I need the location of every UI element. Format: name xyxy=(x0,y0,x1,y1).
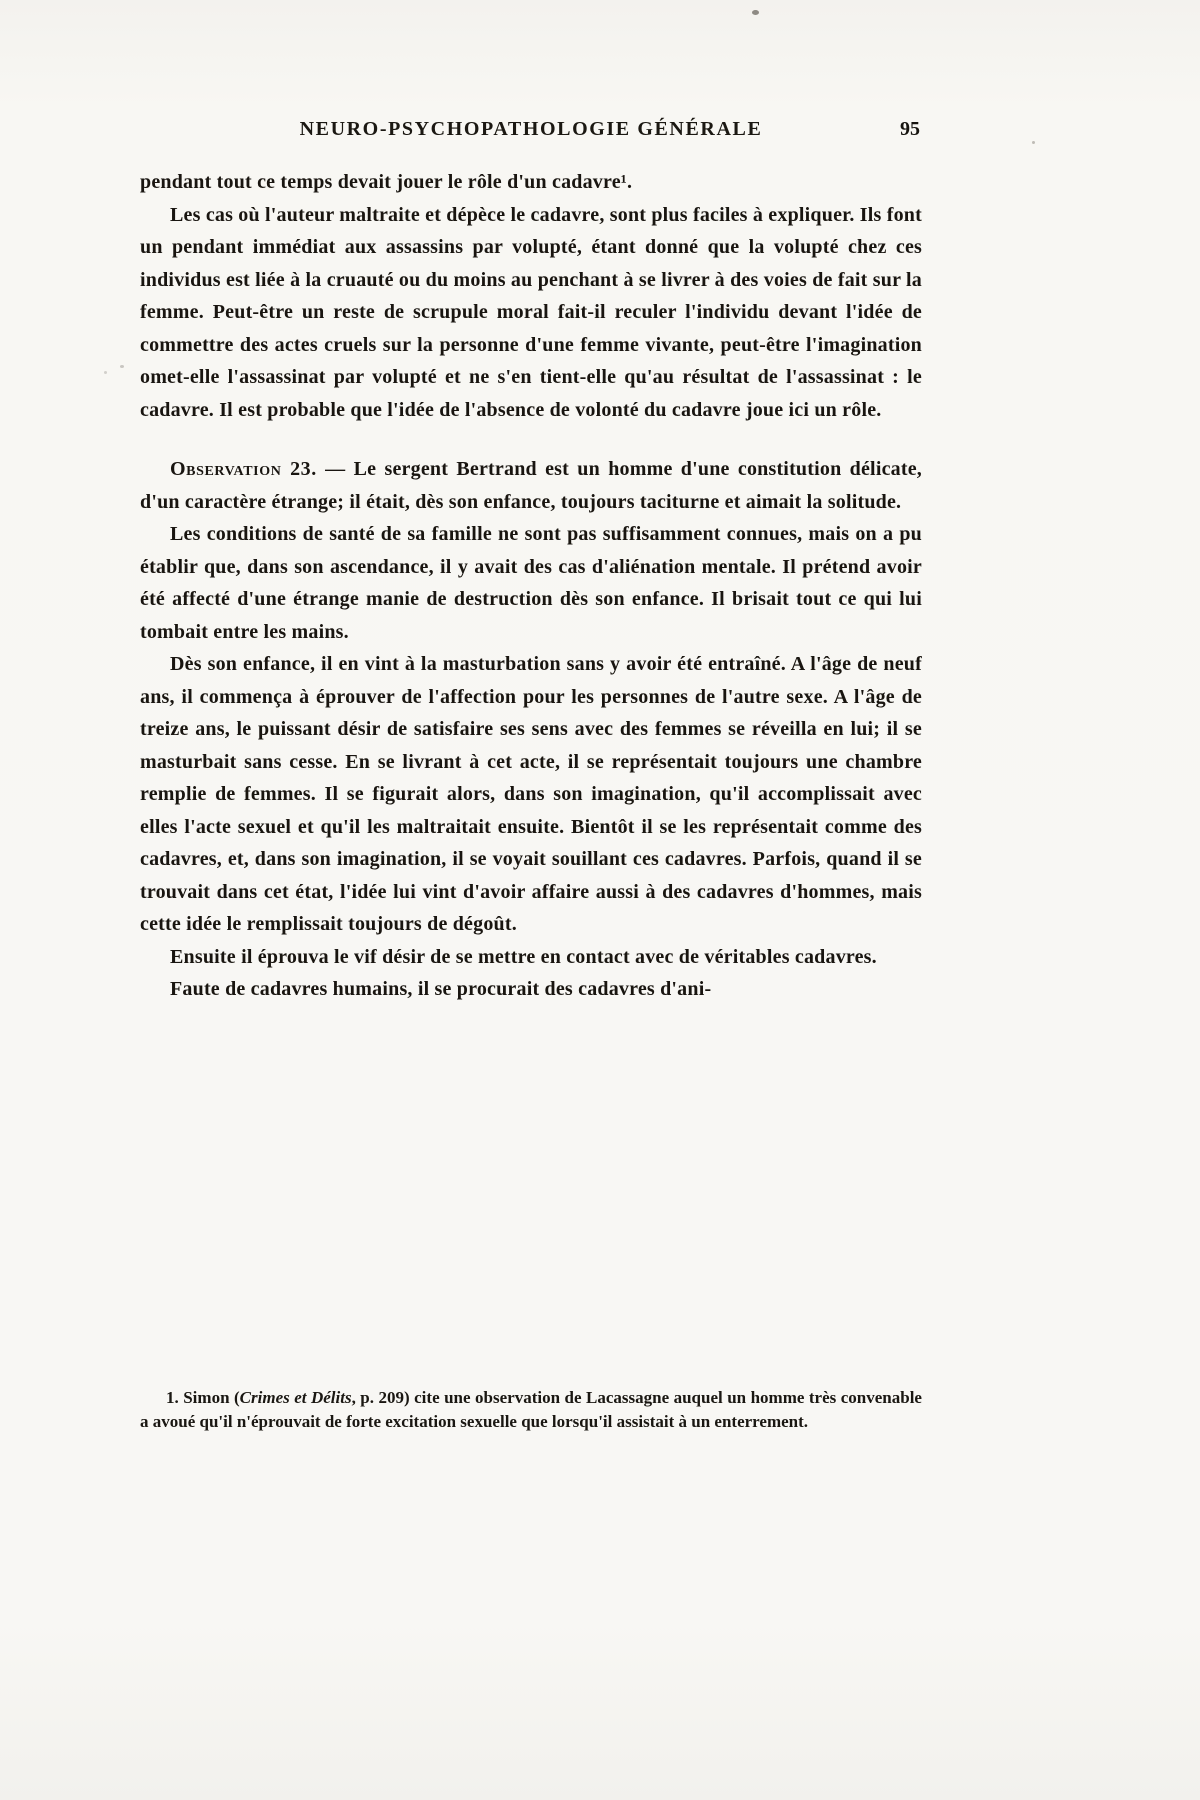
page-number: 95 xyxy=(900,118,920,140)
paragraph-cases: Les cas où l'auteur maltraite et dépèce le cadavre, sont plus faciles à expliquer. Ils font un pendant immédiat aux assassins par volupté, étant donné que la volupté chez ces individus est liée à la cruauté ou du moins au penchant à se livrer à des voies de fait sur la femme. Peut-être un reste de scrupule moral fait-il reculer l'individu devant l'idée de commettre des actes cruels sur la personne d'une femme vivante, peut-être l'imagination omet-elle l'assassinat par volupté et ne s'en tient-elle qu'au résultat de l'assassinat : le cadavre. Il est probable que l'idée de l'absence de volonté du cadavre joue ici un rôle. xyxy=(140,203,922,421)
footnote-work-title: Crimes et Délits xyxy=(239,1388,352,1407)
paragraph-desire: Ensuite il éprouva le vif désir de se mettre en contact avec de véritables cadavres. xyxy=(170,945,877,968)
page-header xyxy=(140,118,922,148)
footnote-prefix: 1. Simon ( xyxy=(166,1388,240,1407)
paragraph-continuation: pendant tout ce temps devait jouer le rôle d'un cadavre¹. xyxy=(140,171,633,193)
footnote xyxy=(140,1386,922,1434)
ink-speck xyxy=(1032,141,1035,144)
ink-speck xyxy=(104,371,107,374)
observation-label: Observation 23. xyxy=(170,458,317,480)
running-title: NEURO-PSYCHOPATHOLOGIE GÉNÉRALE xyxy=(299,118,763,140)
paragraph-childhood: Dès son enfance, il en vint à la masturbation sans y avoir été entraîné. A l'âge de neuf ans, il commença à éprouver de l'affection pour les personnes de l'autre sexe. A l'âge de treize ans, le puissant désir de satisfaire ses sens avec des femmes se réveilla en lui; il se masturbait sans cesse. En se livrant à cet acte, il se représentait toujours une chambre remplie de femmes. Il se figurait alors, dans son imagination, qu'il accomplissait avec elles l'acte sexuel et qu'il les maltraitait ensuite. Bientôt il se les représentait comme des cadavres, et, dans son imagination, il se voyait souillant ces cadavres. Parfois, quand il se trouvait dans cet état, l'idée lui vint d'avoir affaire aussi à des cadavres d'hommes, mais cette idée le remplissait toujours de dégoût. xyxy=(140,653,922,935)
footnote-suffix: , p. 209) cite une observation de Lacassagne auquel un homme très convenable a avoué qu'il n'éprouvait de forte excitation sexuelle que lorsqu'il assistait à un enterrement. xyxy=(140,1388,922,1431)
observation-paragraph xyxy=(140,453,922,518)
paragraph-faute: Faute de cadavres humains, il se procurait des cadavres d'ani- xyxy=(170,978,712,1000)
paragraph-family-health: Les conditions de santé de sa famille ne sont pas suffisamment connues, mais on a pu établir que, dans son ascendance, il y avait des cas d'aliénation mentale. Il prétend avoir été affecté d'une étrange manie de destruction dès son enfance. Il brisait tout ce qui lui tombait entre les mains. xyxy=(140,523,922,643)
ink-speck xyxy=(120,365,124,368)
ink-speck xyxy=(752,10,759,15)
text-block xyxy=(140,166,922,1006)
observation-text: — Le sergent Bertrand est un homme d'une constitution délicate, d'un caractère étrange; il était, dès son enfance, toujours taciturne et aimait la solitude. xyxy=(140,458,922,513)
